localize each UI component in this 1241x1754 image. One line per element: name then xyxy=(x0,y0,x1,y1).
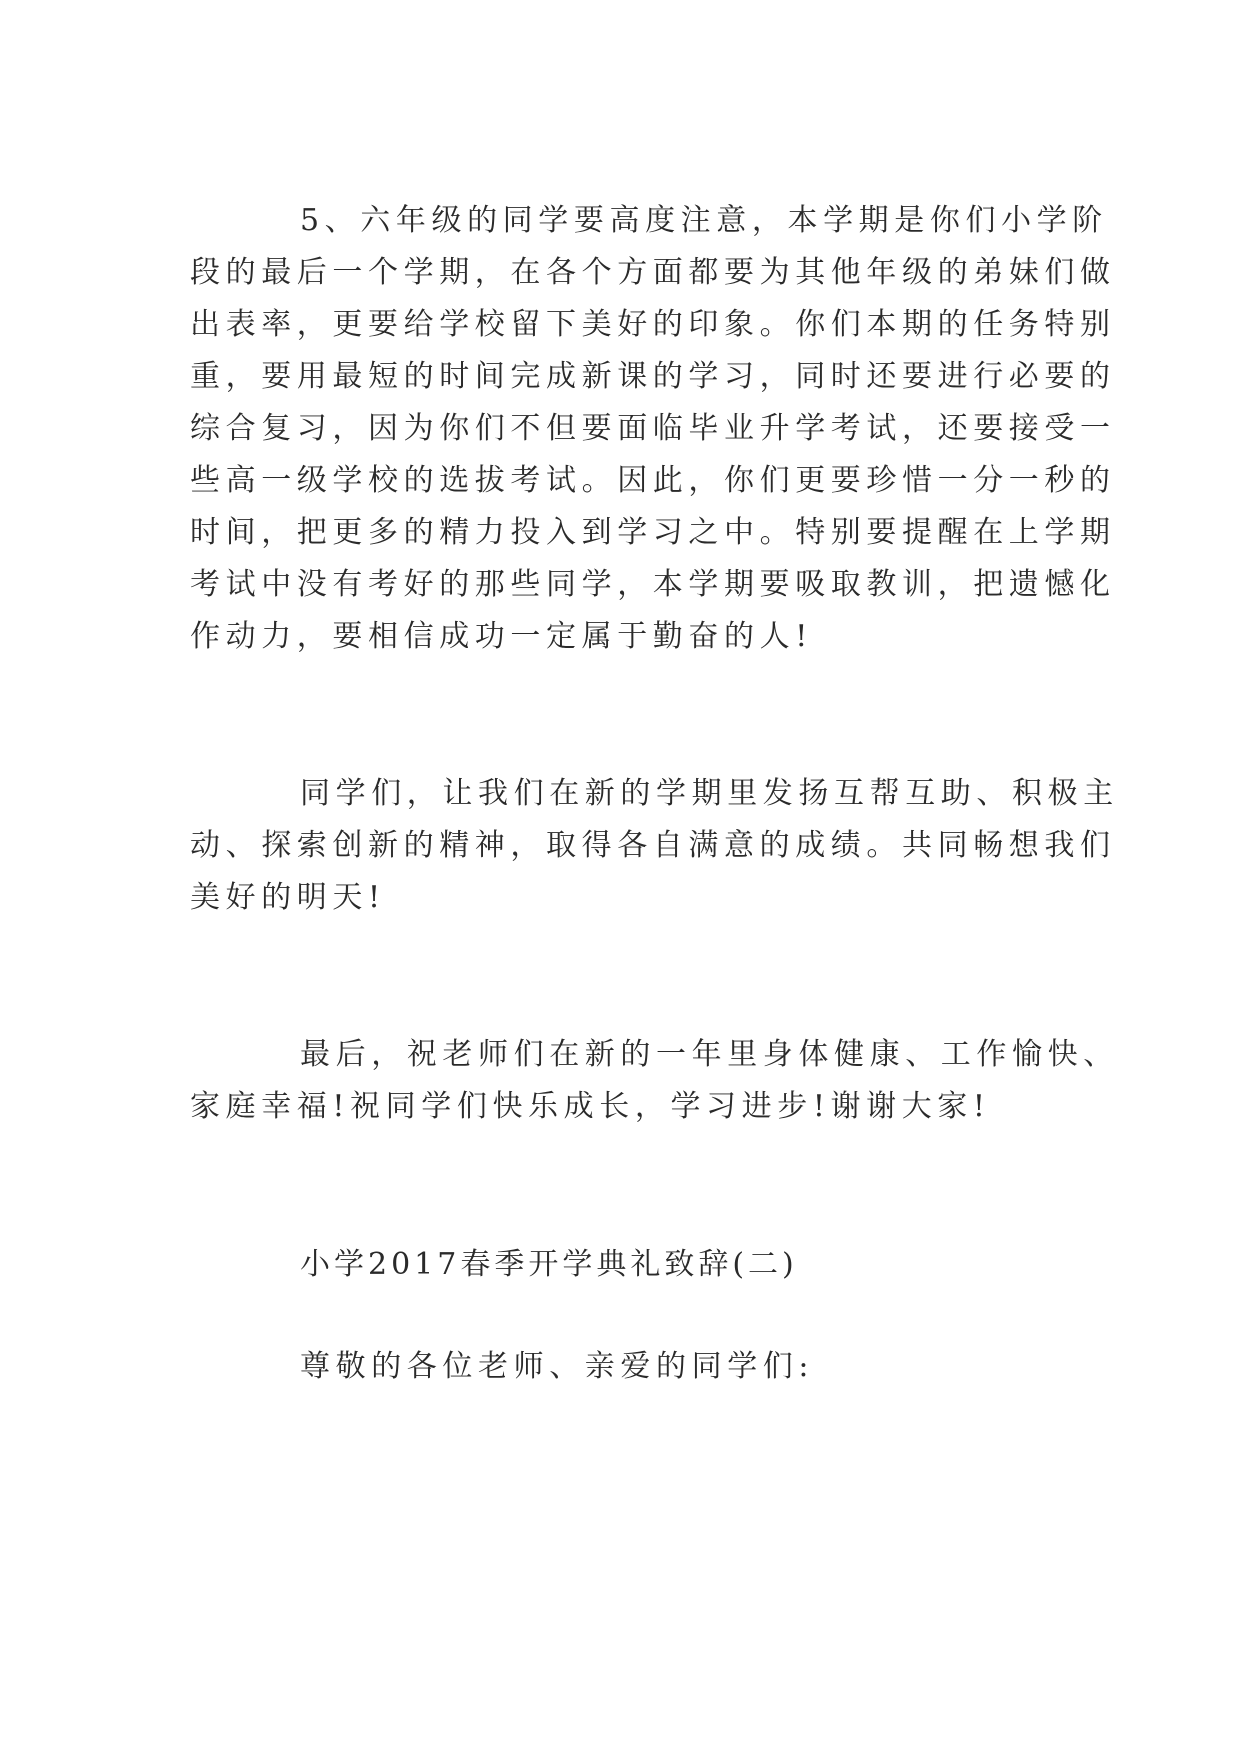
paragraph-line: 美好的明天! xyxy=(190,880,386,915)
section-heading: 小学2017春季开学典礼致辞(二) xyxy=(300,1247,798,1282)
paragraph-line: 作动力，要相信成功一定属于勤奋的人! xyxy=(190,619,813,654)
paragraph-line: 段的最后一个学期，在各个方面都要为其他年级的弟妹们做 xyxy=(190,255,1116,290)
paragraph-line: 综合复习，因为你们不但要面临毕业升学考试，还要接受一 xyxy=(190,411,1116,446)
paragraph-line: 动、探索创新的精神，取得各自满意的成绩。共同畅想我们 xyxy=(190,828,1116,863)
paragraph-line: 5、六年级的同学要高度注意，本学期是你们小学阶 xyxy=(300,203,1108,238)
paragraph-line: 出表率，更要给学校留下美好的印象。你们本期的任务特别 xyxy=(190,307,1116,342)
paragraph-line: 最后，祝老师们在新的一年里身体健康、工作愉快、 xyxy=(300,1037,1119,1072)
paragraph-line: 家庭幸福!祝同学们快乐成长，学习进步!谢谢大家! xyxy=(190,1089,991,1124)
paragraph-line: 同学们，让我们在新的学期里发扬互帮互助、积极主 xyxy=(300,776,1119,811)
paragraph-line: 考试中没有考好的那些同学，本学期要吸取教训，把遗憾化 xyxy=(190,567,1116,602)
paragraph-line: 时间，把更多的精力投入到学习之中。特别要提醒在上学期 xyxy=(190,515,1116,550)
salutation: 尊敬的各位老师、亲爱的同学们: xyxy=(300,1349,815,1384)
paragraph-line: 重，要用最短的时间完成新课的学习，同时还要进行必要的 xyxy=(190,359,1116,394)
paragraph-line: 些高一级学校的选拔考试。因此，你们更要珍惜一分一秒的 xyxy=(190,463,1116,498)
